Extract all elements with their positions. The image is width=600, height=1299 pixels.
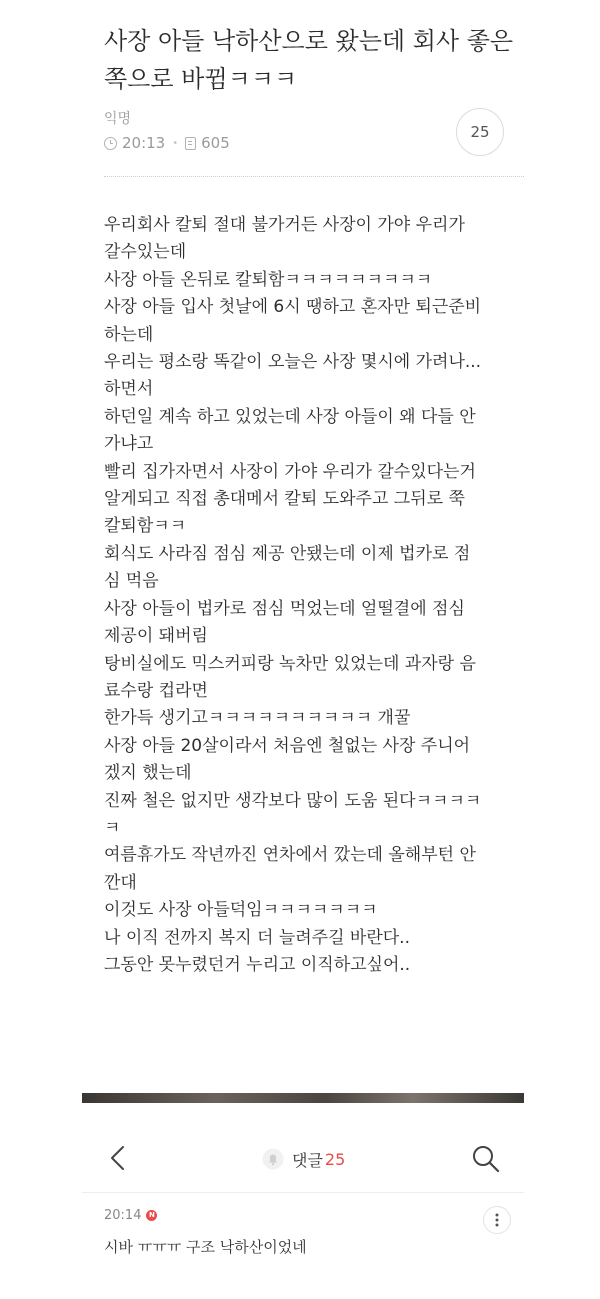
comment-time: 20:14 [104,1208,142,1223]
back-chevron-icon[interactable] [104,1143,134,1173]
post-body [104,212,524,979]
divider [104,176,524,177]
image-strip [82,1093,524,1103]
body-line: 탕비실에도 믹스커피랑 녹차만 있었는데 과자랑 음 [104,653,476,674]
body-line: 료수랑 컵라면 [104,680,208,701]
body-line: 나 이직 전까지 복지 더 늘려주길 바란다.. [104,927,410,948]
body-line: 사장 아들 20살이라서 처음엔 철없는 사장 주니어 [104,735,471,756]
body-line: 하던일 계속 하고 있었는데 사장 아들이 왜 다들 안 [104,406,476,427]
clock-icon [104,137,117,150]
body-line: 이것도 사장 아들덕임ㅋㅋㅋㅋㅋㅋㅋ [104,900,378,921]
author-name: 익명 [104,111,132,127]
body-line: 하는데 [104,324,154,345]
comment-meta [104,1208,157,1223]
body-line: 사장 아들이 법카로 점심 먹었는데 얼떨결에 점심 [104,598,465,619]
bell-icon [262,1148,284,1170]
comment-text: 시바 ㅠㅠㅠ 구조 낙하산이었네 [104,1238,307,1256]
body-line: 갈수있는데 [104,242,187,263]
search-icon[interactable] [470,1143,502,1175]
body-line: 한가득 생기고ㅋㅋㅋㅋㅋㅋㅋㅋㅋㅋ 개꿀 [104,708,411,729]
new-badge: N [146,1210,157,1221]
body-line: 우리는 평소랑 똑같이 오늘은 사장 몇시에 가려나... [104,352,482,373]
comments-count: 25 [324,1149,346,1169]
body-line: 진짜 철은 없지만 생각보다 많이 도움 된다ㅋㅋㅋㅋ [104,790,482,811]
comment-count-button[interactable] [456,108,504,156]
comment-more-button[interactable] [483,1206,511,1234]
body-line: 알게되고 직접 총대메서 칼퇴 도와주고 그뒤로 쭉 [104,489,465,510]
body-line: 빨리 집가자면서 사장이 가야 우리가 갈수있다는거 [104,461,476,482]
post-title: 사장 아들 낙하산으로 왔는데 회사 좋은쪽으로 바뀜ㅋㅋㅋ [104,27,514,93]
body-line: 겠지 했는데 [104,763,192,784]
body-line: 사장 아들 온뒤로 칼퇴함ㅋㅋㅋㅋㅋㅋㅋㅋㅋ [104,269,433,290]
body-line: 회식도 사라짐 점심 제공 안됐는데 이제 법카로 점 [104,543,471,564]
bottom-action-bar [82,1133,524,1185]
body-line: ㅋ [104,817,121,838]
body-line: 사장 아들 입사 첫날에 6시 땡하고 혼자만 퇴근준비 [104,297,482,318]
body-line: 칼퇴함ㅋㅋ [104,516,187,537]
body-line: 제공이 돼버림 [104,626,208,647]
views-icon [185,137,196,150]
post-meta [104,134,230,152]
comment-count: 25 [470,123,490,141]
separator-dot: • [172,137,179,149]
view-count: 605 [201,134,230,152]
body-line: 가냐고 [104,434,154,455]
comments-label: 댓글 [292,1150,323,1170]
body-line: 심 먹음 [104,571,159,592]
body-line: 깐대 [104,872,137,893]
body-line: 하면서 [104,379,154,400]
divider [82,1192,524,1193]
body-line: 그동안 못누렸던거 누리고 이직하고싶어.. [104,954,411,975]
comments-button[interactable] [262,1147,345,1171]
body-line: 여름휴가도 작년까진 연차에서 깠는데 올해부턴 안 [104,845,476,866]
more-vertical-icon [495,1213,499,1227]
body-line: 우리회사 칼퇴 절대 불가거든 사장이 가야 우리가 [104,215,465,235]
post-time: 20:13 [122,134,166,152]
